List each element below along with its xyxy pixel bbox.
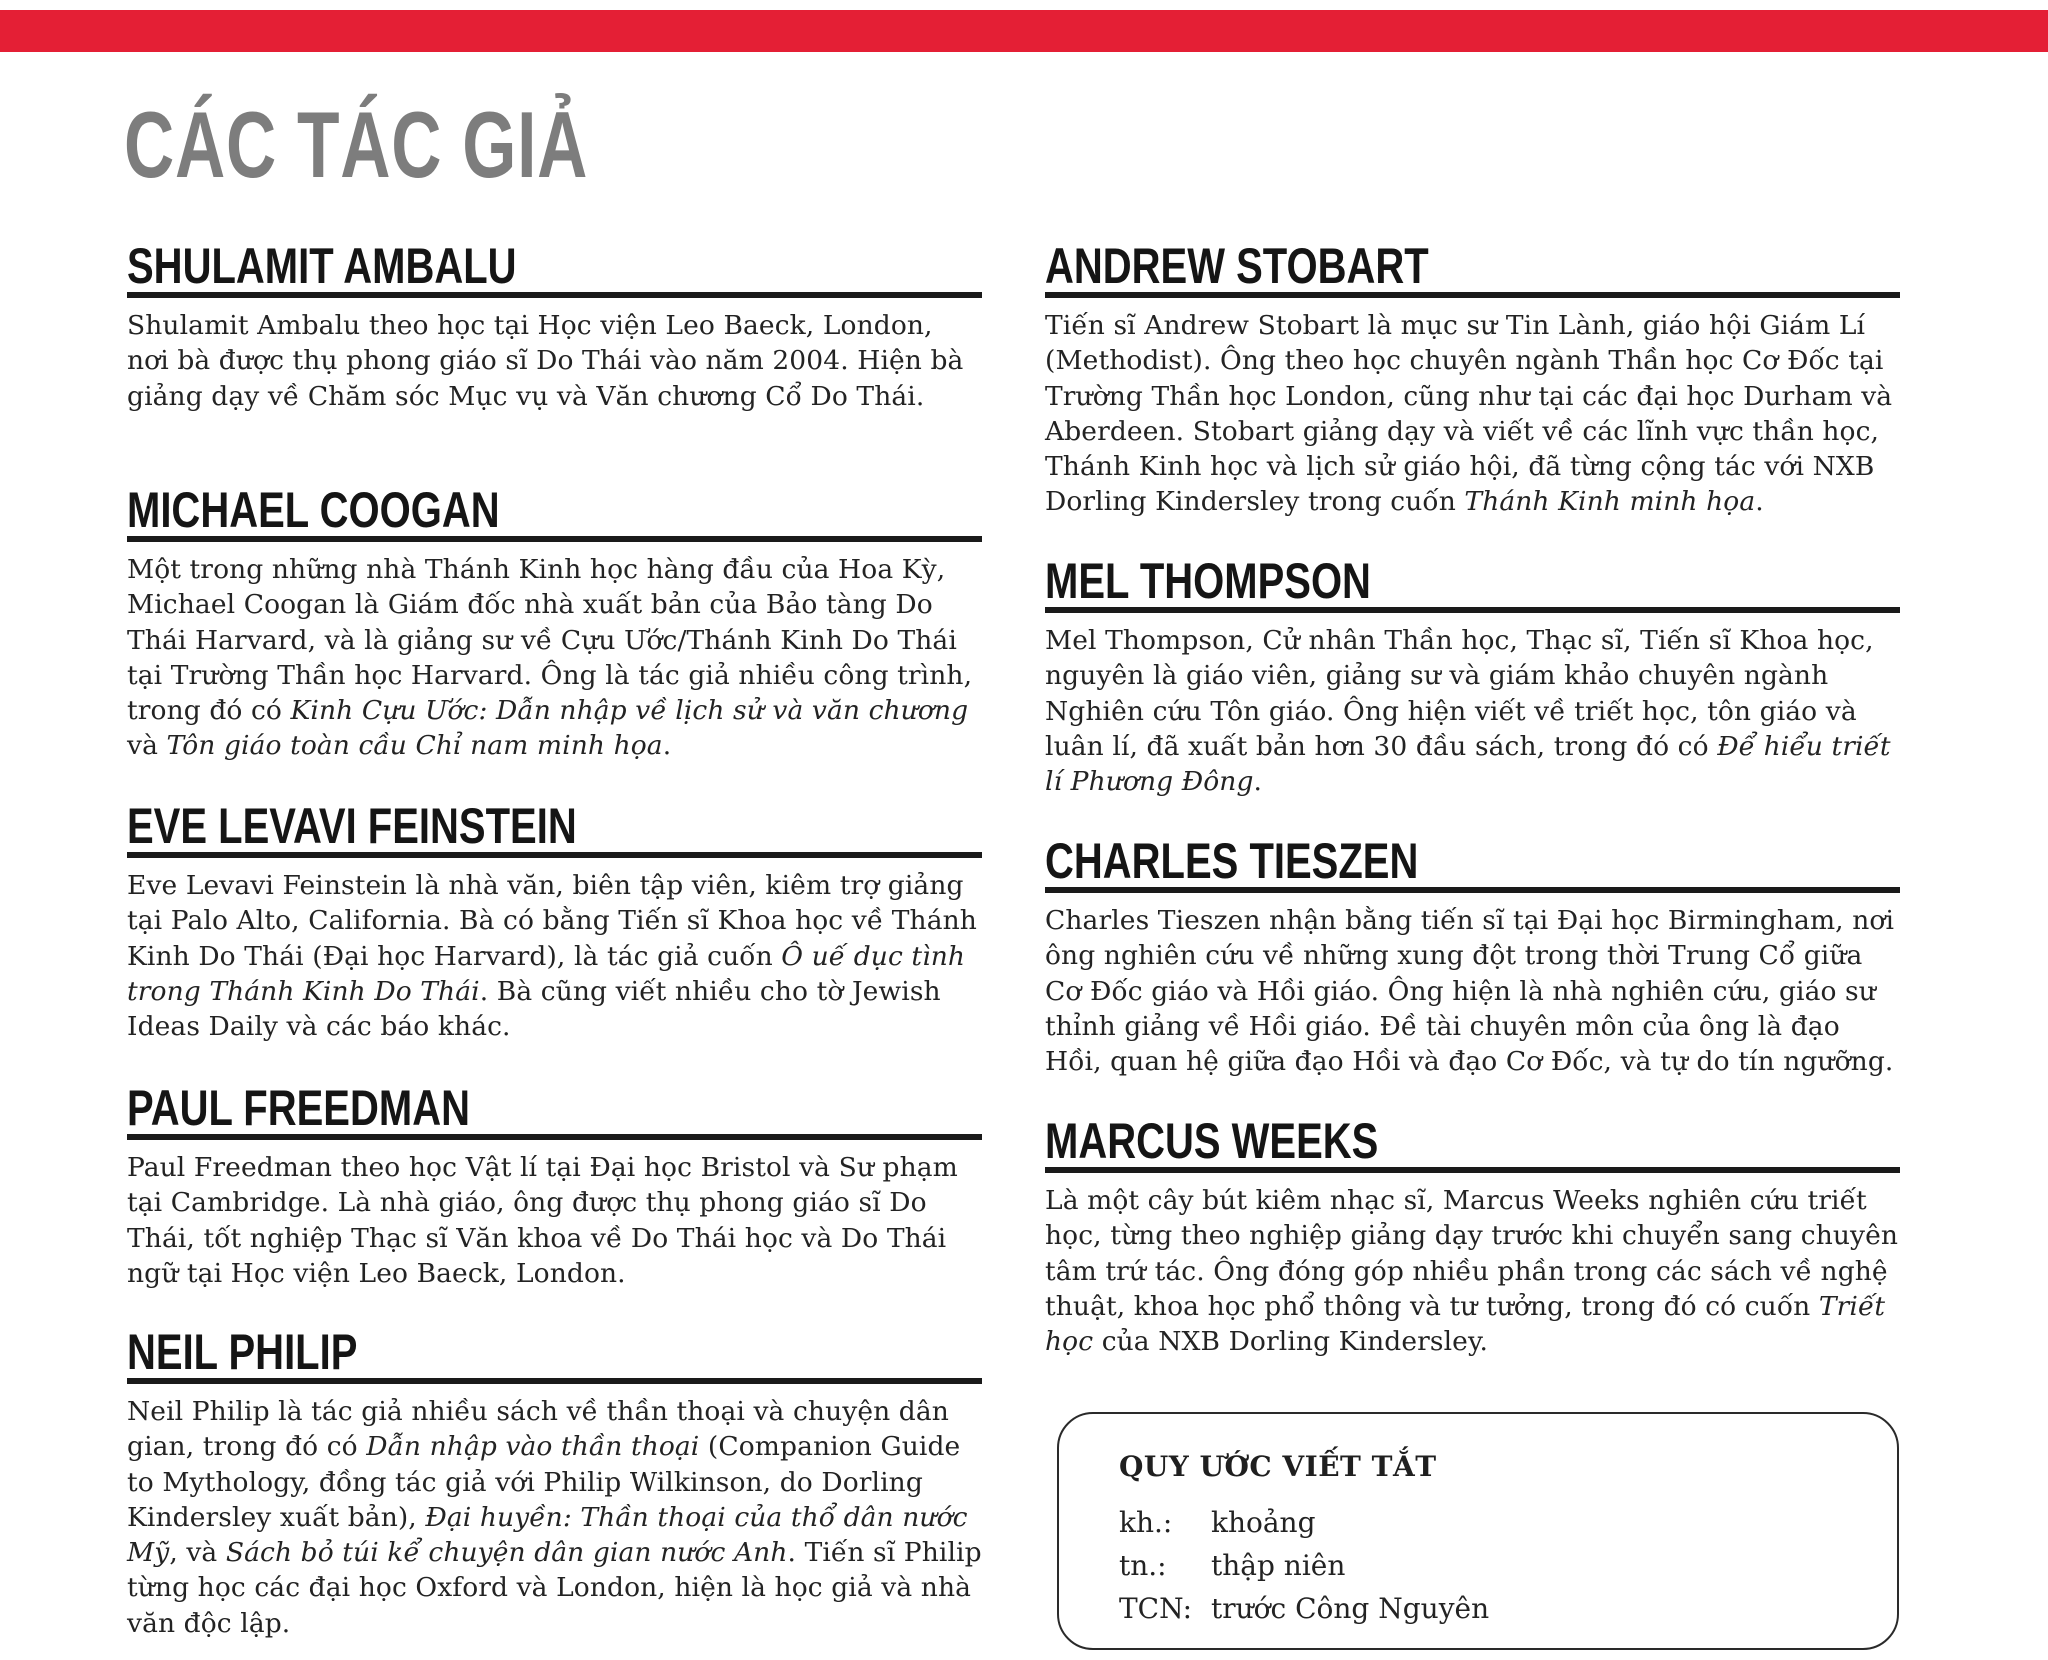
abbreviation-value: khoảng (1211, 1506, 1316, 1539)
author-entry (1045, 1115, 1900, 1359)
author-bio (1045, 1183, 1900, 1359)
author-name: NEIL PHILIP (127, 1326, 982, 1384)
author-entry (1045, 835, 1900, 1079)
abbreviation-value: trước Công Nguyên (1211, 1592, 1490, 1625)
bio-text: Eve Levavi Feinstein là nhà văn, biên tập viên, kiêm trợ giảng tại Palo Alto, California. Bà có bằng Tiến sĩ Khoa học về Thánh Kinh Do Thái (Đại học Harvard), là tác giả cuốn (127, 870, 977, 972)
bio-italic-title: Đại huyền: Thần thoại của thổ dân nước Mỹ (127, 1501, 968, 1569)
bio-italic-title: Triết học (1045, 1290, 1886, 1358)
bio-italic-title: Thánh Kinh minh họa (1464, 486, 1756, 518)
author-name: PAUL FREEDMAN (127, 1082, 982, 1140)
abbreviation-row (1119, 1592, 1489, 1625)
bio-text: (Companion Guide to Mythology, đồng tác giả với Philip Wilkinson, do Dorling Kindersley xuất bản), (127, 1431, 961, 1533)
author-name: MEL THOMPSON (1045, 555, 1900, 613)
abbreviation-key: kh.: (1119, 1506, 1173, 1539)
author-bio (1045, 903, 1900, 1079)
bio-text: Một trong những nhà Thánh Kinh học hàng đầu của Hoa Kỳ, Michael Coogan là Giám đốc nhà xuất bản của Bảo tàng Do Thái Harvard, và là giảng sư về Cựu Ước/Thánh Kinh Do Thái tại Trường Thần học Harvard. Ông là tác giả nhiều công trình, trong đó có (127, 554, 973, 727)
author-name: EVE LEVAVI FEINSTEIN (127, 800, 982, 858)
abbreviation-key: TCN: (1119, 1592, 1193, 1625)
bio-text: . Tiến sĩ Philip từng học các đại học Oxford và London, hiện là học giả và nhà văn độc lập. (127, 1537, 982, 1639)
bio-text: . Bà cũng viết nhiều cho tờ Jewish Ideas Daily và các báo khác. (127, 975, 941, 1043)
author-bio (1045, 623, 1900, 799)
abbreviation-value: thập niên (1211, 1549, 1346, 1582)
author-name: MICHAEL COOGAN (127, 484, 982, 542)
bio-text: Charles Tieszen nhận bằng tiến sĩ tại Đại học Birmingham, nơi ông nghiên cứu về những xung đột trong thời Trung Cổ giữa Cơ Đốc giáo và Hồi giáo. Ông hiện là nhà nghiên cứu, giáo sư thỉnh giảng về Hồi giáo. Đề tài chuyên môn của ông là đạo Hồi, quan hệ giữa đạo Hồi và đạo Cơ Đốc, và tự do tín ngưỡng. (1045, 905, 1895, 1078)
bio-italic-title: Để hiểu triết lí Phương Đông (1045, 730, 1891, 798)
bio-text: . (1253, 766, 1263, 798)
bio-text: . (662, 730, 672, 762)
abbreviation-key: tn.: (1119, 1549, 1167, 1582)
author-entry (127, 484, 982, 764)
abbreviations-title: QUY ƯỚC VIẾT TẮT (1119, 1450, 1437, 1483)
bio-text: Tiến sĩ Andrew Stobart là mục sư Tin Lành, giáo hội Giám Lí (Methodist). Ông theo học chuyên ngành Thần học Cơ Đốc tại Trường Thần học London, cũng như tại các đại học Durham và Aberdeen. Stobart giảng dạy và viết về các lĩnh vực thần học, Thánh Kinh học và lịch sử giáo hội, đã từng cộng tác với NXB Dorling Kindersley trong cuốn (1045, 310, 1893, 518)
author-entry (1045, 555, 1900, 799)
abbreviations-box (1057, 1412, 1899, 1650)
author-name: SHULAMIT AMBALU (127, 240, 982, 298)
bio-italic-title: Kinh Cựu Ước: Dẫn nhập về lịch sử và văn chương (290, 695, 969, 727)
author-entry (127, 240, 982, 414)
author-name: MARCUS WEEKS (1045, 1115, 1900, 1173)
author-bio (127, 308, 982, 414)
page-title: CÁC TÁC GIẢ (124, 92, 589, 197)
bio-text: , và (169, 1537, 226, 1569)
author-entry (1045, 240, 1900, 520)
bio-text: Neil Philip là tác giả nhiều sách về thần thoại và chuyện dân gian, trong đó có (127, 1396, 949, 1463)
author-entry (127, 1326, 982, 1641)
author-name: ANDREW STOBART (1045, 240, 1900, 298)
author-bio (127, 552, 982, 764)
author-bio (1045, 308, 1900, 520)
bio-text: . (1755, 486, 1764, 518)
author-entry (127, 800, 982, 1044)
top-accent-bar (0, 10, 2048, 52)
bio-text: Là một cây bút kiêm nhạc sĩ, Marcus Weeks nghiên cứu triết học, từng theo nghiệp giảng dạy trước khi chuyển sang chuyên tâm trứ tác. Ông đóng góp nhiều phần trong các sách về nghệ thuật, khoa học phổ thông và tư tưởng, trong đó có cuốn (1045, 1185, 1899, 1322)
bio-italic-title: Sách bỏ túi kể chuyện dân gian nước Anh (225, 1537, 788, 1569)
bio-italic-title: Dẫn nhập vào thần thoại (366, 1431, 700, 1463)
bio-text: Paul Freedman theo học Vật lí tại Đại học Bristol và Sư phạm tại Cambridge. Là nhà giáo, ông được thụ phong giáo sĩ Do Thái, tốt nghiệp Thạc sĩ Văn khoa về Do Thái học và Do Thái ngữ tại Học viện Leo Baeck, London. (127, 1152, 958, 1289)
abbreviation-row (1119, 1549, 1345, 1582)
bio-italic-title: Tôn giáo toàn cầu Chỉ nam minh họa (166, 730, 663, 762)
abbreviation-row (1119, 1506, 1316, 1539)
author-bio (127, 868, 982, 1044)
bio-italic-title: Ô uế dục tình trong Thánh Kinh Do Thái (127, 940, 966, 1007)
author-name: CHARLES TIESZEN (1045, 835, 1900, 893)
author-bio (127, 1150, 982, 1291)
author-entry (127, 1082, 982, 1291)
bio-text: Mel Thompson, Cử nhân Thần học, Thạc sĩ, Tiến sĩ Khoa học, nguyên là giáo viên, giảng sư và giám khảo chuyên ngành Nghiên cứu Tôn giáo. Ông hiện viết về triết học, tôn giáo và luân lí, đã xuất bản hơn 30 đầu sách, trong đó có (1045, 625, 1874, 762)
bio-text: của NXB Dorling Kindersley. (1093, 1326, 1489, 1358)
author-bio (127, 1394, 982, 1641)
bio-text: Shulamit Ambalu theo học tại Học viện Leo Baeck, London, nơi bà được thụ phong giáo sĩ Do Thái vào năm 2004. Hiện bà giảng dạy về Chăm sóc Mục vụ và Văn chương Cổ Do Thái. (127, 310, 964, 412)
bio-text: và (127, 730, 167, 762)
